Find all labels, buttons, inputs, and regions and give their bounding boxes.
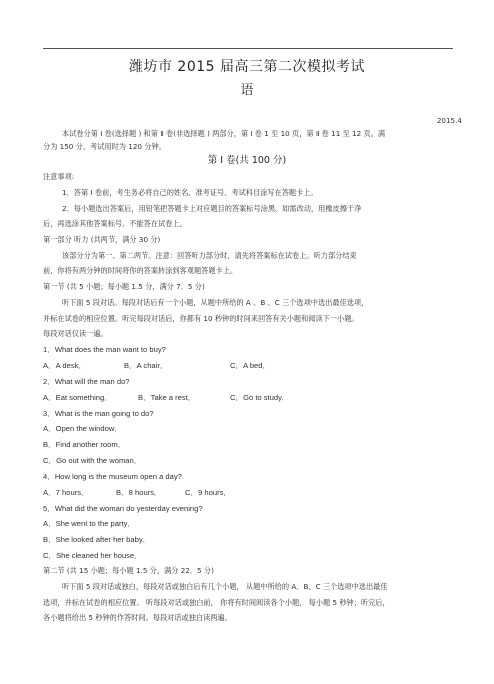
- part1-title: 第一部分 听力 (共两节，满分 30 分): [43, 235, 161, 244]
- question-1-option-c: C．A bed．: [230, 361, 271, 370]
- subject-title: 语: [240, 83, 254, 98]
- notes-title: 注意事项:: [43, 172, 75, 181]
- question-3-option-c: C．Go out with the woman．: [43, 456, 142, 465]
- exam-date: 2015.4: [436, 116, 462, 125]
- question-1: 1．What does the man want to buy?: [43, 345, 166, 354]
- question-1-option-a: A．A desk．: [43, 361, 87, 370]
- question-2-option-c: C．Go to study.: [230, 393, 284, 402]
- question-5-option-a: A．She went to the party．: [43, 519, 136, 528]
- notes-item-1: 1．答第 Ⅰ 卷前，考生务必将自己的姓名、准考证号、考试科目涂写在答题卡上。: [62, 188, 318, 197]
- section-a-instruction-3: 每段对话仅读一遍。: [43, 329, 108, 338]
- question-3-option-b: B．Find another room．: [43, 440, 126, 449]
- part1-desc-2: 前，你将有两分钟的时间将你的答案转涂到客观题答题卡上。: [43, 266, 238, 275]
- question-3: 3．What is the man going to do?: [43, 409, 154, 418]
- part1-desc-1: 该部分分为第一、第二两节。注意：回答听力部分时，请先将答案标在试卷上。听力部分结束: [62, 251, 357, 260]
- notes-item-2-b: 后，再选涂其他答案标号。不能答在试卷上。: [43, 219, 187, 228]
- question-4-option-a: A．7 hours．: [43, 488, 89, 497]
- notes-item-2-a: 2．每小题选出答案后，用铅笔把答题卡上对应题目的答案标号涂黑。如需改动，用橡皮擦干净: [62, 204, 362, 213]
- question-3-option-a: A．Open the window．: [43, 424, 122, 433]
- section-b-instruction-3: 各小题将给出 5 秒钟的作答时间。每段对话或独白读两遍。: [43, 613, 232, 622]
- section-a-instruction-2: 并标在试卷的相应位置。听完每段对话后，你都有 10 秒钟的时间来回答有关小题和阅读下一小题。: [43, 314, 359, 323]
- question-5-option-b: B．She looked after her baby．: [43, 535, 151, 544]
- question-4-option-c: C．9 hours．: [185, 488, 231, 497]
- top-rule: [43, 48, 453, 49]
- question-1-option-b: B．A chair．: [124, 361, 168, 370]
- question-5: 5．What did the woman do yesterday evening?: [43, 504, 203, 513]
- question-2-option-b: B．Take a rest．: [138, 393, 196, 402]
- question-4: 4．How long is the museum open a day?: [43, 472, 182, 481]
- question-2-option-a: A．Eat something．: [43, 393, 112, 402]
- section-a-instruction-1: 听下面 5 段对话。每段对话后有一个小题，从题中所给的 A 、B 、C 三个选项中选出最佳选项，: [62, 298, 369, 307]
- section1-title: 第 Ⅰ 卷(共 100 分): [207, 155, 287, 166]
- question-5-option-c: C．She cleaned her house．: [43, 551, 142, 560]
- intro-line-2: 分为 150 分。考试用时为 120 分钟。: [43, 142, 166, 151]
- exam-title: 潍坊市 2015 届高三第二次模拟考试: [128, 59, 366, 75]
- section-b-instruction-2: 选项，并标在试卷的相应位置。 听每段对话或独白前， 你将有时间阅读各个小题， 每小题 5 秒钟；听完后，: [43, 598, 390, 607]
- section-b-instruction-1: 听下面 5 段对话或独白，每段对话或独白后有几个小题， 从题中所给的 A、B、C 三个选项中选出最佳: [62, 582, 388, 591]
- section-b-title: 第二节 (共 15 小题；每小题 1.5 分，满分 22．5 分): [43, 566, 214, 575]
- question-4-option-b: B．8 hours．: [116, 488, 162, 497]
- question-2: 2．What will the man do?: [43, 377, 130, 386]
- section-a-title: 第一节 (共 5 小题；每小题 1.5 分，满分 7．5 分): [43, 282, 205, 291]
- intro-line-1: 本试卷分第 Ⅰ 卷(选择题 ) 和第 Ⅱ 卷(非选择题 ) 两部分，第 Ⅰ 卷 1 至 10 页，第 Ⅱ 卷 11 至 12 页。满: [62, 129, 386, 138]
